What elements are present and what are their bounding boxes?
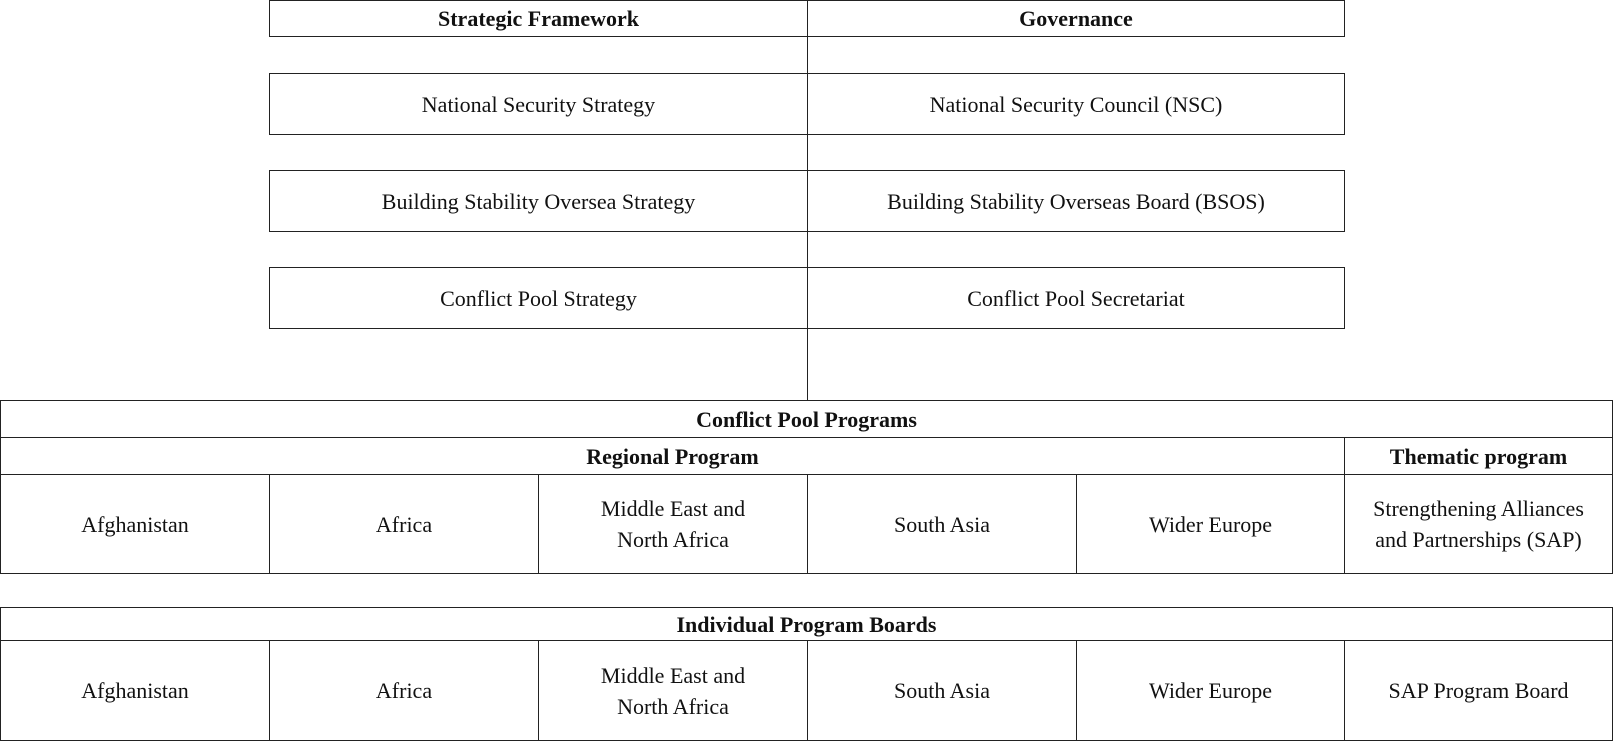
board-cell-label: Afghanistan [81, 678, 189, 703]
program-cell-label: Afghanistan [81, 511, 189, 537]
strategy-box-national-security [269, 73, 808, 135]
governance-label: Conflict Pool Secretariat [967, 285, 1185, 311]
board-cell-afghanistan [0, 640, 270, 741]
thematic-program-header-label: Thematic program [1389, 443, 1568, 469]
program-cell-africa [269, 474, 539, 574]
program-cell-mena [538, 474, 808, 574]
governance-label: Building Stability Overseas Board (BSOS) [887, 188, 1265, 214]
program-cell-label: Middle East and North Africa [600, 496, 746, 552]
strategic-framework-header [269, 0, 808, 37]
regional-program-header [0, 437, 1345, 475]
board-cell-africa [269, 640, 539, 741]
program-boards-title [0, 607, 1613, 641]
board-cell-label: SAP Program Board [1388, 678, 1569, 703]
governance-box-nsc [807, 73, 1345, 135]
board-cell-wider-europe [1076, 640, 1345, 741]
program-cell-label: Strengthening Alliances and Partnerships (SAP) [1373, 496, 1584, 552]
program-cell-sap [1344, 474, 1613, 574]
board-cell-mena [538, 640, 808, 741]
governance-box-secretariat [807, 267, 1345, 329]
board-cell-label: Wider Europe [1148, 678, 1273, 703]
governance-header [807, 0, 1345, 37]
program-boards-title-label: Individual Program Boards [676, 611, 937, 637]
program-cell-afghanistan [0, 474, 270, 574]
strategy-box-building-stability [269, 170, 808, 232]
board-cell-label: Africa [375, 678, 433, 703]
regional-program-header-label: Regional Program [586, 443, 759, 469]
strategy-label: National Security Strategy [421, 91, 656, 117]
program-cell-label: Africa [375, 511, 433, 537]
board-cell-label: South Asia [894, 678, 990, 703]
program-cell-wider-europe [1076, 474, 1345, 574]
strategic-framework-header-label: Strategic Framework [438, 6, 639, 31]
governance-label: National Security Council (NSC) [929, 91, 1223, 117]
governance-header-label: Governance [1019, 6, 1133, 31]
thematic-program-header [1344, 437, 1613, 475]
governance-box-bsos [807, 170, 1345, 232]
conflict-pool-programs-title-label: Conflict Pool Programs [696, 406, 917, 432]
strategy-label: Conflict Pool Strategy [440, 285, 637, 311]
strategy-box-conflict-pool [269, 267, 808, 329]
conflict-pool-programs-title [0, 400, 1613, 438]
program-cell-label: Wider Europe [1148, 511, 1273, 537]
board-cell-south-asia [807, 640, 1077, 741]
board-cell-sap [1344, 640, 1613, 741]
board-cell-label: Middle East and North Africa [600, 662, 746, 719]
strategy-label: Building Stability Oversea Strategy [381, 188, 696, 214]
program-cell-south-asia [807, 474, 1077, 574]
program-cell-label: South Asia [894, 511, 990, 537]
